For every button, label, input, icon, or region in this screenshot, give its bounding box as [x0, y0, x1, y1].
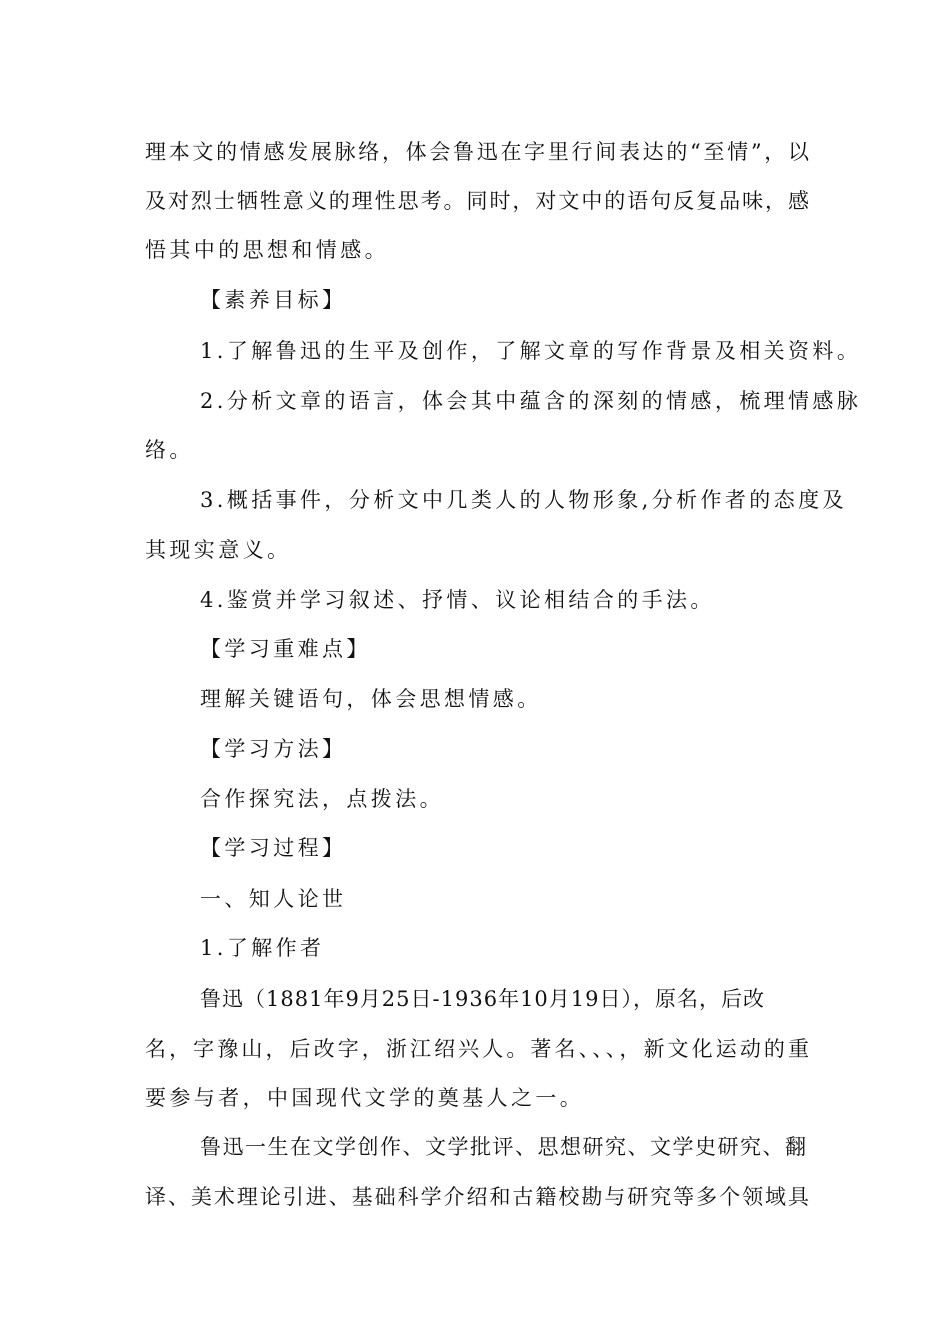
list-item: 3.概括事件，分析文中几类人的人物形象,分析作者的态度及 — [200, 488, 847, 512]
list-item: 1.了解鲁迅的生平及创作，了解文章的写作背景及相关资料。 — [200, 339, 862, 363]
subsection-heading: 1.了解作者 — [200, 936, 325, 960]
body-text-line: 合作探究法，点拨法。 — [200, 787, 444, 811]
list-item-continuation: 络。 — [145, 438, 194, 462]
section-heading: 【学习重难点】 — [200, 637, 371, 661]
body-text-line: 名，字豫山，后改字，浙江绍兴人。著名、、、，新文化运动的重 — [145, 1037, 809, 1061]
body-text-line: 理解关键语句，体会思想情感。 — [200, 687, 542, 711]
section-heading: 【学习过程】 — [200, 836, 347, 860]
body-text-line: 要参与者，中国现代文学的奠基人之一。 — [145, 1086, 585, 1110]
body-text-line: 鲁迅一生在文学创作、文学批评、思想研究、文学史研究、翻 — [200, 1135, 806, 1159]
body-text-line: 译、美术理论引进、基础科学介绍和古籍校勘与研究等多个领域具 — [145, 1185, 809, 1209]
section-heading: 【素养目标】 — [200, 288, 347, 312]
section-heading: 【学习方法】 — [200, 737, 347, 761]
body-text-line: 悟其中的思想和情感。 — [145, 238, 389, 262]
list-item: 4.鉴赏并学习叙述、抒情、议论相结合的手法。 — [200, 588, 715, 612]
subsection-heading: 一、知人论世 — [200, 887, 347, 911]
body-text-line: 及对烈士牺牲意义的理性思考。同时，对文中的语句反复品味，感 — [145, 189, 809, 213]
list-item-continuation: 其现实意义。 — [145, 538, 292, 562]
body-text-line: 理本文的情感发展脉络，体会鲁迅在字里行间表达的“至情”，以 — [145, 140, 809, 164]
list-item: 2.分析文章的语言，体会其中蕴含的深刻的情感，梳理情感脉 — [200, 389, 862, 413]
body-text-line: 鲁迅（1881年9月25日-1936年10月19日），原名，后改 — [200, 987, 766, 1011]
